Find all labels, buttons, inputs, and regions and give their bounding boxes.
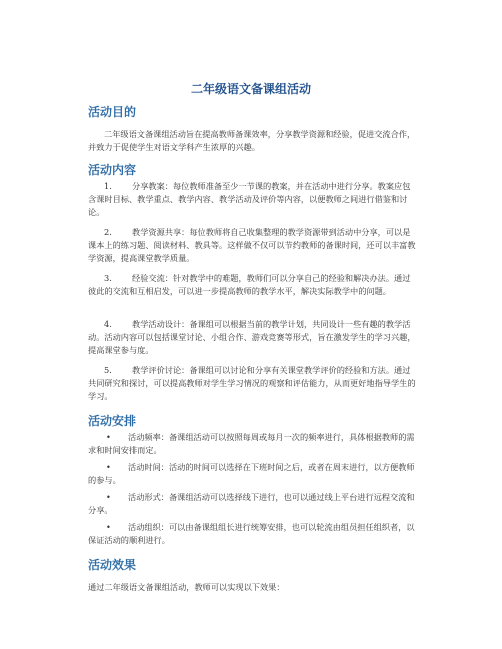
content-item-5	[88, 364, 418, 403]
bullet-icon: •	[106, 492, 111, 502]
content-item-number: 5.	[104, 365, 112, 375]
content-item-number: 4.	[104, 319, 112, 329]
bullet-icon: •	[106, 522, 111, 532]
content-item-text: 教学评价讨论：备课组可以讨论和分享有关课堂教学评价的经验和方法。通过共同研究和探讨，可以提高教师对学生学习情况的观察和评估能力，从而更好地指导学生的学习。	[88, 365, 416, 401]
section-heading-effect: 活动效果	[88, 558, 137, 572]
content-item-number: 1.	[104, 181, 112, 191]
document-title: 二年级语文备课组活动	[190, 82, 311, 96]
effect-paragraph: 通过二年级语文备课组活动，教师可以实现以下效果：	[88, 582, 285, 592]
content-item-1	[88, 180, 418, 219]
content-item-3	[88, 272, 418, 298]
bullet-icon: •	[106, 462, 111, 472]
content-item-text: 教学活动设计：备课组可以根据当前的教学计划，共同设计一些有趣的教学活动。活动内容可以包括课堂讨论、小组合作、游戏竞赛等形式，旨在激发学生的学习兴趣，提高课堂参与度。	[88, 319, 416, 355]
section-heading-content: 活动内容	[88, 163, 137, 177]
content-item-text: 经验交流：针对教学中的难题，教师们可以分享自己的经验和解决办法。通过彼此的交流和互相启发，可以进一步提高教师的教学水平，解决实际教学中的问题。	[88, 273, 411, 296]
schedule-item-text: 活动频率：备课组活动可以按照每周或每月一次的频率进行，具体根据教师的需求和时间安排而定。	[88, 432, 415, 455]
content-item-4	[88, 318, 418, 357]
content-item-number: 2.	[104, 227, 112, 237]
content-item-text: 教学资源共享：每位教师将自己收集整理的教学资源带到活动中分享，可以是课本上的练习题、阅读材料、教具等。这样做不仅可以节约教师的备课时间，还可以丰富教学资源，提高课堂教学质量。	[88, 227, 416, 263]
purpose-paragraph: 二年级语文备课组活动旨在提高教师备课效率，分享教学资源和经验，促进交流合作，并致力于促使学生对语文学科产生浓厚的兴趣。	[88, 129, 416, 152]
section-heading-purpose: 活动目的	[88, 105, 137, 119]
schedule-item-2	[88, 461, 418, 487]
content-item-text: 分享教案：每位教师准备至少一节课的教案，并在活动中进行分享。教案应包含课时目标、教学重点、教学内容、教学活动及评价等内容，以便教师之间进行借鉴和讨论。	[88, 181, 411, 217]
schedule-item-4	[88, 521, 418, 547]
content-item-number: 3.	[104, 273, 112, 283]
schedule-item-text: 活动组织：可以由备课组组长进行统筹安排，也可以轮流由组员担任组织者，以保证活动的顺利进行。	[88, 522, 415, 545]
schedule-item-3	[88, 491, 418, 517]
schedule-item-1	[88, 431, 418, 457]
bullet-icon: •	[106, 432, 111, 442]
schedule-item-text: 活动时间：活动的时间可以选择在下班时间之后，或者在周末进行，以方便教师的参与。	[88, 462, 415, 485]
content-item-2	[88, 226, 418, 265]
schedule-item-text: 活动形式：备课组活动可以选择线下进行，也可以通过线上平台进行远程交流和分享。	[88, 492, 415, 515]
section-heading-schedule: 活动安排	[88, 414, 137, 428]
